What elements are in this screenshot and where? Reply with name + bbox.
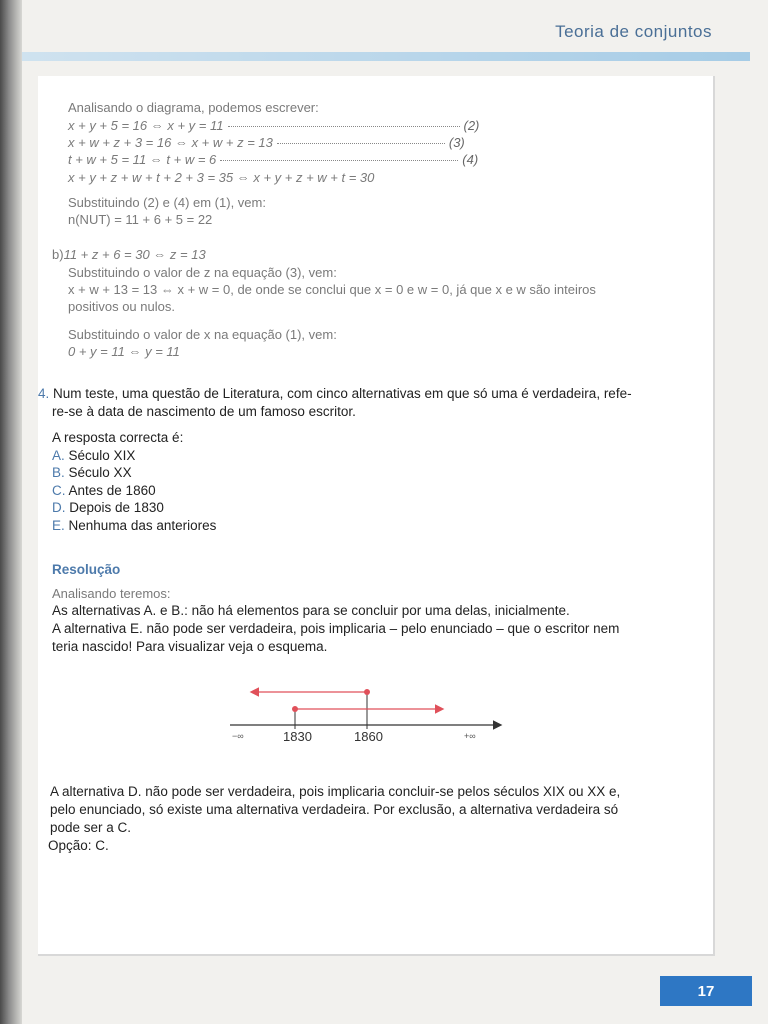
number-line-diagram: [38, 676, 713, 756]
option-text: Depois de 1830: [69, 500, 164, 515]
option-letter: A.: [52, 448, 65, 463]
option-a: [52, 448, 135, 463]
derivation-result: n(NUT) = 11 + 6 + 5 = 22: [68, 212, 213, 227]
resolution-p4a: A alternativa D. não pode ser verdadeira, pois implicaria concluir-se pelos séculos XIX ou XX e,: [50, 784, 621, 799]
page-number: 17: [660, 976, 752, 1006]
leader-dots: [228, 126, 460, 127]
resolution-p3b: teria nascido! Para visualizar veja o esquema.: [52, 639, 328, 654]
leader-dots: [220, 160, 458, 161]
leader-dots: [277, 143, 445, 144]
option-text: Século XX: [68, 465, 132, 480]
label-minus-infinity: −∞: [232, 731, 244, 741]
part-b-subst-2: Substituindo o valor de x na equação (1), vem:: [68, 327, 337, 342]
option-text: Nenhuma das anteriores: [68, 518, 217, 533]
option-c: [52, 483, 156, 498]
point-1830: [292, 706, 298, 712]
part-b: [52, 247, 206, 262]
resolution-p3a: A alternativa E. não pode ser verdadeira, pois implicaria – pelo enunciado – que o escritor nem: [52, 621, 620, 636]
question-line-1: [38, 386, 632, 401]
part-b-line-3: 0 + y = 11 ⇔ y = 11: [68, 344, 180, 359]
equation-4: x + y + z + w + t + 2 + 3 = 35 ⇔ x + y + z + w + t = 30: [68, 170, 375, 185]
question-text-1: Num teste, uma questão de Literatura, com cinco alternativas em que só uma é verdadeira, refe-: [53, 386, 632, 401]
resolution-p1: Analisando teremos:: [52, 586, 171, 601]
option-letter: C.: [52, 483, 66, 498]
point-1860: [364, 689, 370, 695]
equation-ref-4: (4): [462, 152, 479, 167]
part-b-equation: 11 + z + 6 = 30 ⇔ z = 13: [63, 247, 206, 262]
question-line-2: re-se à data de nascimento de um famoso escritor.: [52, 404, 356, 419]
answer-prompt: A resposta correcta é:: [52, 430, 184, 445]
equation-3-text: t + w + 5 = 11 ⇔ t + w = 6: [68, 152, 217, 167]
option-text: Antes de 1860: [68, 483, 156, 498]
resolution-option: Opção: C.: [48, 838, 109, 853]
option-letter: D.: [52, 500, 66, 515]
part-b-line-1: x + w + 13 = 13 ⇔ x + w = 0, de onde se conclui que x = 0 e w = 0, já que x e w são inteiros: [68, 282, 596, 297]
resolution-heading: Resolução: [52, 562, 121, 577]
chapter-title: Teoria de conjuntos: [555, 22, 712, 41]
part-b-subst-1: Substituindo o valor de z na equação (3), vem:: [68, 265, 337, 280]
label-1830: 1830: [283, 729, 312, 744]
resolution-p2: As alternativas A. e B.: não há elementos para se concluir por uma delas, inicialmente.: [52, 603, 570, 618]
equation-ref-2: (2): [463, 118, 480, 133]
substitution-text: Substituindo (2) e (4) em (1), vem:: [68, 195, 266, 210]
label-plus-infinity: +∞: [464, 731, 476, 741]
equation-2-text: x + w + z + 3 = 16 ⇔ x + w + z = 13: [68, 135, 273, 150]
equation-1-text: x + y + 5 = 16 ⇔ x + y = 11: [68, 118, 224, 133]
resolution-p4c: pode ser a C.: [50, 820, 132, 835]
label-1860: 1860: [354, 729, 383, 744]
part-b-label: b): [52, 247, 64, 262]
equation-2: [68, 135, 465, 150]
option-letter: B.: [52, 465, 65, 480]
option-d: [52, 500, 164, 515]
content-panel: [38, 76, 715, 956]
equation-1: [68, 118, 479, 133]
header-band: [22, 52, 750, 61]
option-e: [52, 518, 216, 533]
option-b: [52, 465, 132, 480]
equation-ref-3: (3): [448, 135, 465, 150]
resolution-p4b: pelo enunciado, só existe uma alternativa verdadeira. Por exclusão, a alternativa verdadeira só: [50, 802, 619, 817]
part-b-line-2: positivos ou nulos.: [68, 299, 175, 314]
equation-3: [68, 152, 478, 167]
question-number: 4.: [38, 386, 50, 401]
derivation-intro: Analisando o diagrama, podemos escrever:: [68, 100, 319, 115]
option-text: Século XIX: [68, 448, 136, 463]
option-letter: E.: [52, 518, 65, 533]
book-spine-shadow: [0, 0, 22, 1024]
